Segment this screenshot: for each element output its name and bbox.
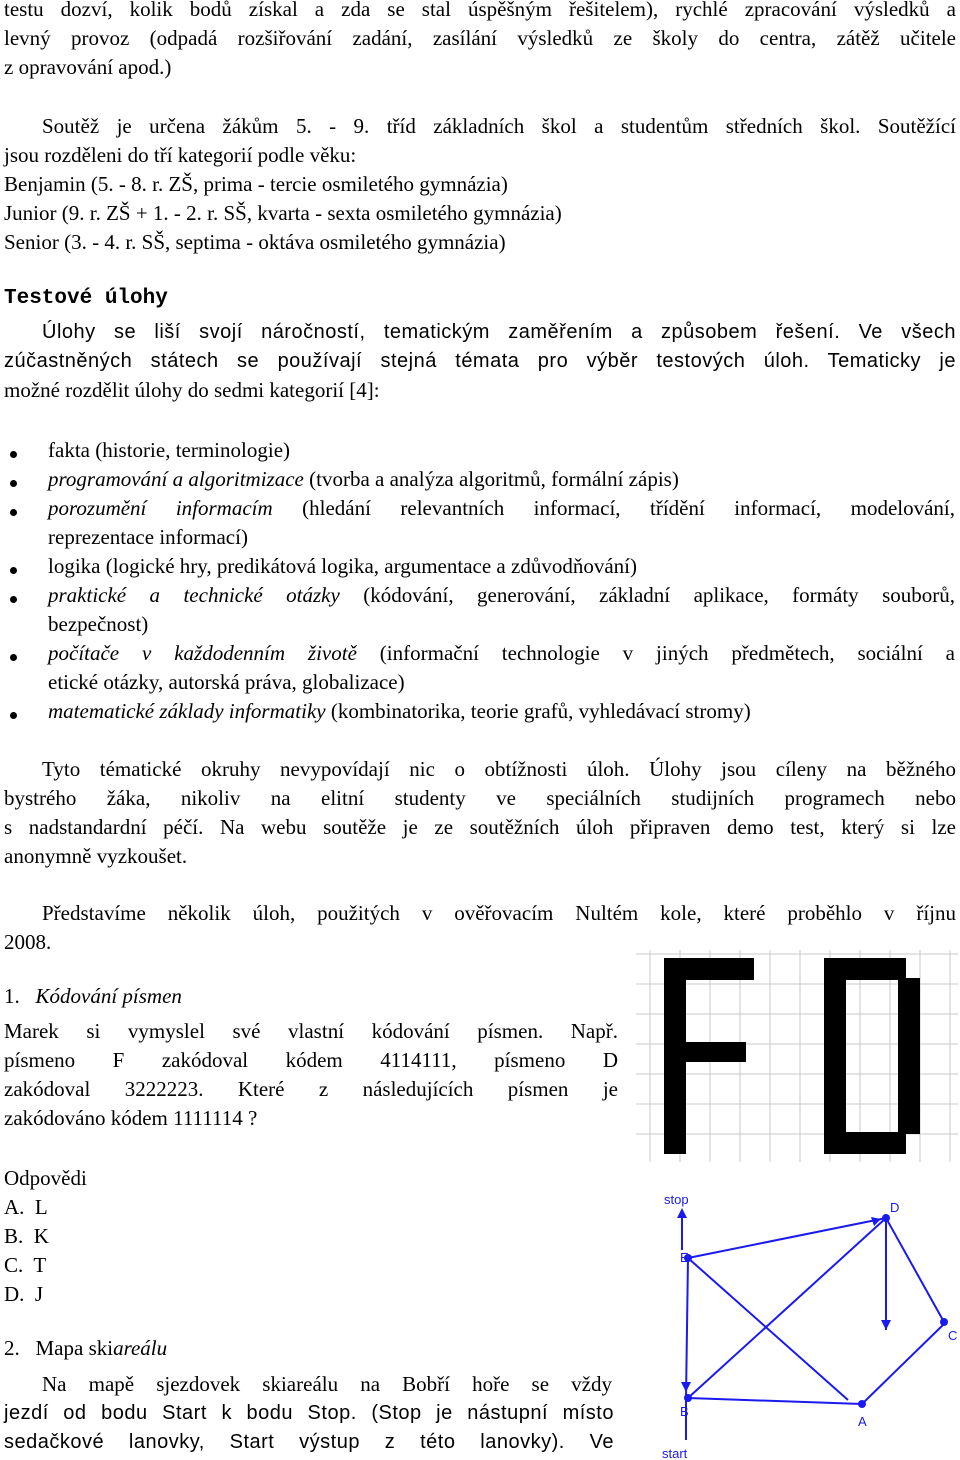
bullet-icon <box>10 480 17 487</box>
category-senior: Senior (3. - 4. r. SŠ, septima - oktáva osmiletého gymnázia) <box>4 230 506 254</box>
present-line-2: 2008. <box>4 930 52 954</box>
list-item <box>48 639 955 668</box>
task2-title-italic: areálu <box>113 1336 168 1360</box>
bullet-icon <box>10 509 17 516</box>
task1-line-4: zakódováno kódem 1111114 ? <box>4 1106 258 1130</box>
arrow-heads <box>677 1208 891 1392</box>
section-heading: Testové úlohy <box>4 287 168 310</box>
difficulty-line-1: Tyto tématické okruhy nevypovídají nic o obtížnosti úloh. Úlohy jsou cíleny na běžného <box>42 757 956 781</box>
list-item <box>48 465 679 494</box>
label-start: start <box>662 1446 688 1460</box>
answer-b: B. K <box>4 1224 49 1248</box>
bullet-icon <box>10 567 17 574</box>
item-rest: (kombinatorika, teorie grafů, vyhledávací stromy) <box>325 699 751 723</box>
category-junior: Junior (9. r. ZŠ + 1. - 2. r. SŠ, kvarta - sexta osmiletého gymnázia) <box>4 201 562 225</box>
task2-heading <box>4 1334 167 1363</box>
item-italic: matematické základy informatiky <box>48 699 326 723</box>
list-item <box>48 494 955 523</box>
item-rest: (informační technologie v jiných předmětech, sociální a <box>356 641 955 665</box>
answer-a: A. L <box>4 1195 48 1219</box>
item-italic: porozumění informacím <box>48 496 273 520</box>
list-item-cont: bezpečnost) <box>48 612 149 636</box>
bullet-icon <box>10 596 17 603</box>
task2-line-1: Na mapě sjezdovek skiareálu na Bobří hoře se vždy <box>42 1372 612 1396</box>
competition-line-1: Soutěž je určena žákům 5. - 9. tříd základních škol a studentům středních škol. Soutěžící <box>42 114 956 138</box>
task1-line-3: zakódoval 3222223. Které z následujících písmen je <box>4 1077 618 1101</box>
item-italic: počítače v každodenním životě <box>48 641 357 665</box>
tasks-line-2: zúčastněných státech se používají stejná témata pro výběr testových úloh. Tematicky je <box>4 350 956 372</box>
letters-pixel-grid <box>636 950 958 1162</box>
intro-line-3: z opravování apod.) <box>4 55 172 79</box>
task1-number: 1. <box>4 984 20 1008</box>
bullet-icon <box>10 712 17 719</box>
list-item: logika (logické hry, predikátová logika, argumentace a zdůvodňování) <box>48 554 637 578</box>
answer-c: C. T <box>4 1253 47 1277</box>
bullet-icon <box>10 451 17 458</box>
answers-label: Odpovědi <box>4 1166 87 1190</box>
list-item <box>48 697 751 726</box>
list-item: fakta (historie, terminologie) <box>48 438 291 462</box>
item-italic: praktické a technické otázky <box>48 583 340 607</box>
task2-line-3: sedačkové lanovky, Start výstup z této lanovky). Ve <box>4 1431 614 1453</box>
item-rest: (kódování, generování, základní aplikace, formáty souborů, <box>339 583 955 607</box>
ski-map-graph <box>658 1190 960 1460</box>
task2-title-plain: Mapa ski <box>35 1336 114 1360</box>
bullet-icon <box>10 654 17 661</box>
label-b: B <box>680 1404 689 1419</box>
map-nodes <box>684 1214 948 1408</box>
list-item-cont: reprezentace informací) <box>48 525 248 549</box>
task2-number: 2. <box>4 1336 20 1360</box>
present-line-1: Představíme několik úloh, použitých v ověřovacím Nultém kole, které proběhlo v říjnu <box>42 901 956 925</box>
list-item-cont: etické otázky, autorská práva, globalizace) <box>48 670 405 694</box>
item-rest: (tvorba a analýza algoritmů, formální zápis) <box>303 467 679 491</box>
answer-d: D. J <box>4 1282 44 1306</box>
task1-title: Kódování písmen <box>35 984 182 1008</box>
list-item <box>48 581 955 610</box>
task1-line-2: písmeno F zakódoval kódem 4114111, písmeno D <box>4 1048 618 1072</box>
label-stop: stop <box>664 1192 689 1207</box>
map-edges <box>682 1210 944 1440</box>
difficulty-line-4: anonymně vyzkoušet. <box>4 844 188 868</box>
tasks-line-1: Úlohy se liší svojí náročností, tematickým zaměřením a způsobem řešení. Ve všech <box>42 321 956 343</box>
item-italic: programování a algoritmizace <box>48 467 304 491</box>
item-rest: (hledání relevantních informací, třídění informací, modelování, <box>272 496 956 520</box>
label-e: E <box>680 1250 689 1265</box>
task1-heading <box>4 982 182 1011</box>
competition-line-2: jsou rozděleni do tří kategorií podle věku: <box>4 143 357 167</box>
task1-line-1: Marek si vymyslel své vlastní kódování písmen. Např. <box>4 1019 618 1043</box>
difficulty-line-2: bystrého žáka, nikoliv na elitní studenty ve speciálních studijních programech nebo <box>4 786 956 810</box>
task2-line-2: jezdí od bodu Start k bodu Stop. (Stop je nástupní místo <box>4 1402 614 1424</box>
tasks-line-3: možné rozdělit úlohy do sedmi kategorií [4]: <box>4 378 380 402</box>
difficulty-line-3: s nadstandardní péčí. Na webu soutěže je ze soutěžních úloh připraven demo test, který si lze <box>4 815 956 839</box>
intro-line-1: testu dozví, kolik bodů získal a zda se stal úspěšným řešitelem), rychlé zpracování výsledků a <box>4 0 956 21</box>
label-a: A <box>858 1414 867 1429</box>
label-d: D <box>890 1200 900 1215</box>
intro-line-2: levný provoz (odpadá rozšiřování zadání, zasílání výsledků ze školy do centra, zátěž učitele <box>4 26 956 50</box>
category-benjamin: Benjamin (5. - 8. r. ZŠ, prima - tercie osmiletého gymnázia) <box>4 172 508 196</box>
label-c: C <box>948 1328 958 1343</box>
